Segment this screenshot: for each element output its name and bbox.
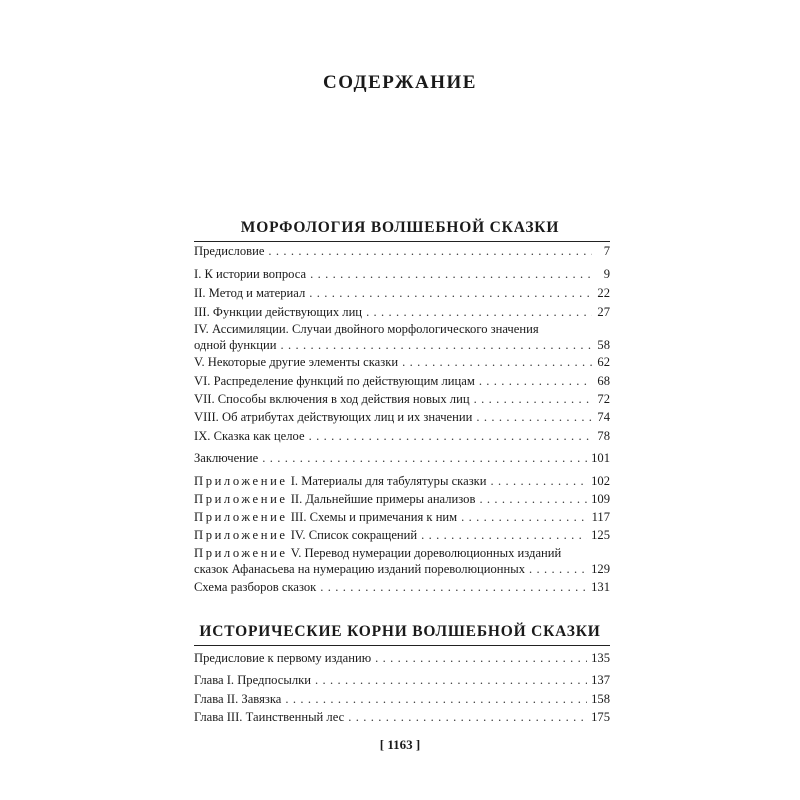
toc-entry-page: 9 xyxy=(603,267,610,281)
leader-dots xyxy=(375,651,587,666)
leader-dots xyxy=(491,474,588,489)
toc-entry xyxy=(194,305,610,320)
toc-entry-title: Глава III. Таинственный лес xyxy=(194,710,345,724)
toc-entry xyxy=(194,546,610,577)
leader-dots xyxy=(309,286,592,301)
leader-dots xyxy=(309,429,592,444)
toc-entry-title: III. Функции действующих лиц xyxy=(194,305,363,319)
toc-entry xyxy=(194,510,610,525)
section-title-historical-roots: ИСТОРИЧЕСКИЕ КОРНИ ВОЛШЕБНОЙ СКАЗКИ xyxy=(199,623,601,640)
toc-entry-page: 72 xyxy=(597,392,610,406)
leader-dots xyxy=(461,510,587,525)
toc-entry-title: Приложение III. Схемы и примечания к ним xyxy=(194,510,458,524)
leader-dots xyxy=(348,710,587,725)
toc-entry-title-line1: Приложение V. Перевод нумерации дореволюционных изданий xyxy=(194,546,562,560)
toc-entry-title-line1: IV. Ассимиляции. Случаи двойного морфологического значения xyxy=(194,322,539,336)
toc-entry xyxy=(194,374,610,389)
toc-entry-page: 175 xyxy=(591,710,610,724)
toc-entry-title: Предисловие к первому изданию xyxy=(194,651,372,665)
toc-entry-title: Заключение xyxy=(194,451,259,465)
leader-dots xyxy=(268,244,592,259)
leader-dots xyxy=(310,267,592,282)
appendix-prefix: Приложение xyxy=(194,546,288,560)
toc-entry xyxy=(194,673,610,688)
toc-entry-page: 135 xyxy=(591,651,610,665)
leader-dots xyxy=(479,374,592,389)
toc-entry-title: Глава II. Завязка xyxy=(194,692,282,706)
toc-entry-title: VIII. Об атрибутах действующих лиц и их значении xyxy=(194,410,473,424)
toc-entry-page: 22 xyxy=(597,286,610,300)
toc-entry xyxy=(194,322,610,353)
toc-entry-title: Глава I. Предпосылки xyxy=(194,673,311,687)
toc-entry-title: I. К истории вопроса xyxy=(194,267,307,281)
toc-entry-page: 68 xyxy=(597,374,610,388)
leader-dots xyxy=(281,338,593,353)
toc-entry xyxy=(194,710,610,725)
toc-entry-page: 158 xyxy=(591,692,610,706)
toc-entry-title: VI. Распределение функций по действующим лицам xyxy=(194,374,475,388)
toc-entry xyxy=(194,474,610,489)
leader-dots xyxy=(474,392,592,407)
toc-entry xyxy=(194,355,610,370)
toc-entry-title: Схема разборов сказок xyxy=(194,580,317,594)
toc-entry xyxy=(194,451,610,466)
toc-entry-page: 117 xyxy=(591,510,610,524)
leader-dots xyxy=(285,692,587,707)
toc-entry-title: Приложение IV. Список сокращений xyxy=(194,528,418,542)
leader-dots xyxy=(529,562,587,577)
toc-entry-page: 137 xyxy=(591,673,610,687)
leader-dots xyxy=(366,305,592,320)
page-number: [ 1163 ] xyxy=(379,737,421,752)
toc-entry-page: 27 xyxy=(597,305,610,319)
toc-entry xyxy=(194,410,610,425)
leader-dots xyxy=(421,528,587,543)
leader-dots xyxy=(315,673,587,688)
appendix-prefix: Приложение xyxy=(194,474,288,488)
toc-entry-page: 58 xyxy=(597,338,610,352)
toc-entry xyxy=(194,492,610,507)
section-rule xyxy=(194,241,610,242)
toc-entry xyxy=(194,244,610,259)
toc-entry-page: 109 xyxy=(591,492,610,506)
toc-entry-title: одной функции xyxy=(194,338,277,352)
leader-dots xyxy=(402,355,592,370)
toc-entry-page: 125 xyxy=(591,528,610,542)
section-rule xyxy=(194,645,610,646)
toc-entry-page: 101 xyxy=(591,451,610,465)
toc-entry xyxy=(194,692,610,707)
toc-entry-title: V. Некоторые другие элементы сказки xyxy=(194,355,399,369)
toc-entry-title: Предисловие xyxy=(194,244,265,258)
toc-entry xyxy=(194,286,610,301)
toc-entry-title: сказок Афанасьева на нумерацию изданий пореволюционных xyxy=(194,562,526,576)
page-title: СОДЕРЖАНИЕ xyxy=(323,72,477,93)
leader-dots xyxy=(262,451,587,466)
leader-dots xyxy=(320,580,587,595)
leader-dots xyxy=(479,492,587,507)
toc-entry-title: II. Метод и материал xyxy=(194,286,306,300)
appendix-prefix: Приложение xyxy=(194,528,288,542)
appendix-prefix: Приложение xyxy=(194,492,288,506)
toc-entry xyxy=(194,528,610,543)
toc-entry xyxy=(194,392,610,407)
toc-entry-page: 62 xyxy=(597,355,610,369)
toc-entry-title: IX. Сказка как целое xyxy=(194,429,305,443)
toc-entry xyxy=(194,580,610,595)
toc-entry xyxy=(194,267,610,282)
toc-entry-title: VII. Способы включения в ход действия новых лиц xyxy=(194,392,470,406)
toc-entry-title: Приложение II. Дальнейшие примеры анализов xyxy=(194,492,476,506)
toc-entry-page: 74 xyxy=(597,410,610,424)
toc-entry-page: 131 xyxy=(591,580,610,594)
appendix-prefix: Приложение xyxy=(194,510,288,524)
toc-entry-page: 78 xyxy=(597,429,610,443)
toc-entry xyxy=(194,429,610,444)
leader-dots xyxy=(476,410,592,425)
toc-entry-page: 7 xyxy=(603,244,610,258)
toc-entry xyxy=(194,651,610,666)
toc-entry-title: Приложение I. Материалы для табулятуры сказки xyxy=(194,474,487,488)
section-title-morphology: МОРФОЛОГИЯ ВОЛШЕБНОЙ СКАЗКИ xyxy=(240,219,560,236)
toc-entry-page: 102 xyxy=(591,474,610,488)
toc-entry-page: 129 xyxy=(591,562,610,576)
